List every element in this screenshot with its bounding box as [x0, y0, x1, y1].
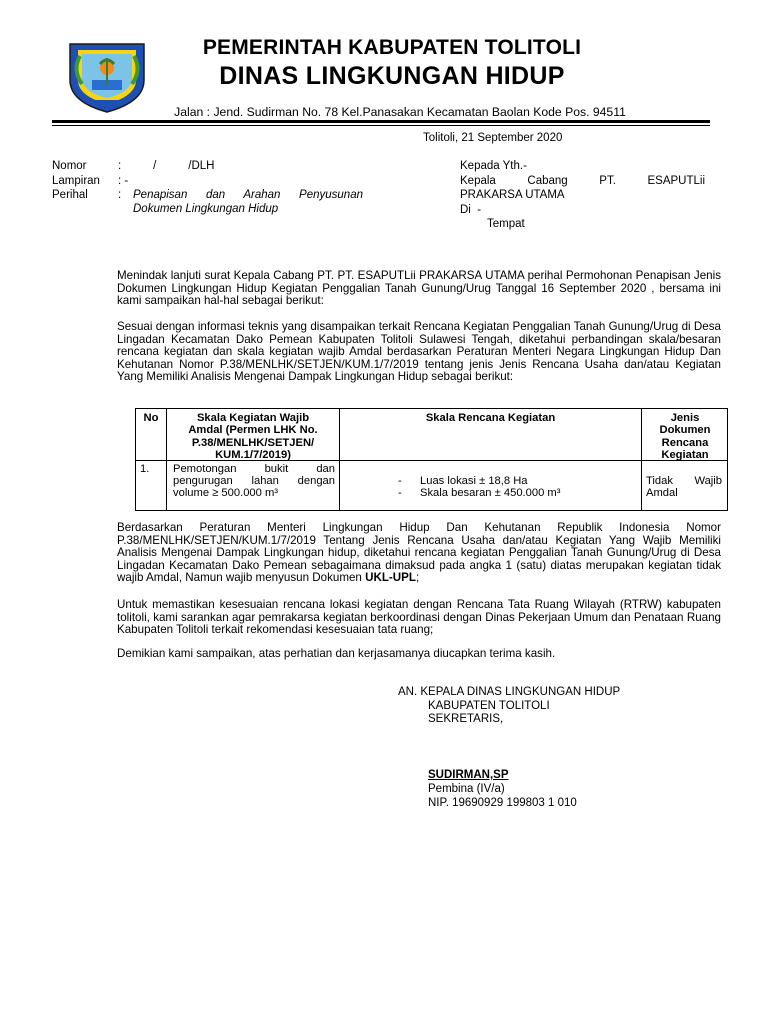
- signature-line1: AN. KEPALA DINAS LINGKUNGAN HIDUP: [398, 686, 621, 698]
- agency-title: DINAS LINGKUNGAN HIDUP: [219, 62, 565, 90]
- paragraph-2: Sesuai dengan informasi teknis yang disampaikan terkait Rencana Kegiatan Penggalian Tanah Gunung/Urug di Desa Lingadan Kecamatan Dako Pemean Kabupaten Tolitoli Sulawesi Tengah, diketahui perbandingan skala/besaran rencana kegiatan dan skala kegiatan wajib Amdal berdasarkan Peraturan Menteri Negara Lingkungan Hidup Dan Kehutanan Nomor P.38/MENLHK/SETJEN/KUM.1/7/2019 tentang jenis Jenis Rencana Usaha dan/atau Kegiatan Yang Memiliki Analisis Mengenai Dampak Lingkungan Hidup sebagai berikut:: [117, 320, 721, 384]
- paragraph-1: Menindak lanjuti surat Kepala Cabang PT. PT. ESAPUTLii PRAKARSA UTAMA perihal Permohonan Penapisan Jenis Dokumen Lingkungan Hidup Kegiatan Penggalian Tanah Gunung/Urug Tanggal 16 September 2020 , bersama ini kami sampaikan hal-hal sebagai berikut:: [117, 269, 721, 308]
- recipient-line1: Kepada Yth.-: [460, 160, 527, 172]
- recipient-line2: Kepala Cabang PT. ESAPUTLii: [460, 175, 705, 187]
- government-title: PEMERINTAH KABUPATEN TOLITOLI: [202, 36, 582, 59]
- perihal-colon: :: [118, 189, 122, 201]
- lampiran-label: Lampiran: [52, 175, 100, 187]
- list-item: - Luas lokasi ± 18,8 Ha: [398, 475, 528, 487]
- perihal-line2: Dokumen Lingkungan Hidup: [133, 203, 279, 215]
- td-skala-rencana: [398, 475, 560, 499]
- nomor-label: Nomor: [52, 160, 87, 172]
- paragraph-3: Berdasarkan Peraturan Menteri Lingkungan Hidup Dan Kehutanan Republik Indonesia Nomor P.38/MENLHK/SETJEN/KUM.1/7/2019 Tentang Jenis Rencana Usaha dan/atau Kegiatan Yang Wajib Memiliki Analisis Mengenai Dampak Lingkungan hidup, diketahui rencana kegiatan Penggalian Tanah Gunung/Urug di Desa Lingadan Kecamatan Dako Pemean sebagaimana dimaksud pada angka 1 (satu) diatas merupakan kegiatan tidak wajib Amdal, Namun wajib menyusun Dokumen UKL-UPL;: [117, 521, 721, 585]
- header-rule-thin: [52, 125, 710, 126]
- signatory-rank: Pembina (IV/a): [428, 783, 505, 795]
- ukl-upl-emphasis: UKL-UPL: [365, 571, 416, 585]
- perihal-label: Perihal: [52, 189, 88, 201]
- paragraph-5: Demikian kami sampaikan, atas perhatian dan kerjasamanya diucapkan terima kasih.: [117, 647, 556, 660]
- td-skala-wajib: Pemotongan bukit dan pengurugan lahan dengan volume ≥ 500.000 m³: [173, 463, 335, 499]
- recipient-line3: PRAKARSA UTAMA: [460, 189, 565, 201]
- td-jenis-dokumen: Tidak Wajib Amdal: [646, 475, 722, 499]
- nomor-value: : / /DLH: [118, 160, 215, 172]
- regency-emblem-logo: [62, 40, 152, 114]
- header-rule-thick: [52, 120, 710, 123]
- lampiran-value: : -: [118, 175, 129, 187]
- signatory-nip: NIP. 19690929 199803 1 010: [428, 797, 577, 809]
- th-skala-rencana: Skala Rencana Kegiatan: [425, 412, 556, 424]
- th-jenis-dokumen: Jenis Dokumen Rencana Kegiatan: [659, 412, 711, 461]
- td-no: 1.: [140, 463, 150, 475]
- th-skala-wajib: Skala Kegiatan Wajib Amdal (Permen LHK No. P.38/MENLHK/SETJEN/ KUM.1/7/2019): [188, 412, 318, 461]
- signature-line3: SEKRETARIS,: [428, 713, 504, 725]
- letter-date: Tolitoli, 21 September 2020: [423, 132, 563, 144]
- comparison-table: [135, 408, 728, 511]
- office-address: Jalan : Jend. Sudirman No. 78 Kel.Panasakan Kecamatan Baolan Kode Pos. 94511: [174, 105, 626, 119]
- recipient-line4: Di -: [460, 204, 482, 216]
- list-item: - Skala besaran ± 450.000 m³: [398, 487, 561, 499]
- paragraph-4: Untuk memastikan kesesuaian rencana lokasi kegiatan dengan Rencana Tata Ruang Wilayah (RTRW) kabupaten tolitoli, kami sarankan agar pemrakarsa kegiatan berkoordinasi dengan Dinas Pekerjaan Umum dan Penataan Ruang Kabupaten Tolitoli terkait rekomendasi kesesuaian tata ruang;: [117, 598, 721, 637]
- perihal-line1: Penapisan dan Arahan Penyusunan: [133, 189, 363, 201]
- th-no: No: [143, 412, 159, 424]
- recipient-line5: Tempat: [487, 218, 525, 230]
- signature-line2: KABUPATEN TOLITOLI: [428, 700, 550, 712]
- signatory-name: SUDIRMAN,SP: [428, 769, 509, 781]
